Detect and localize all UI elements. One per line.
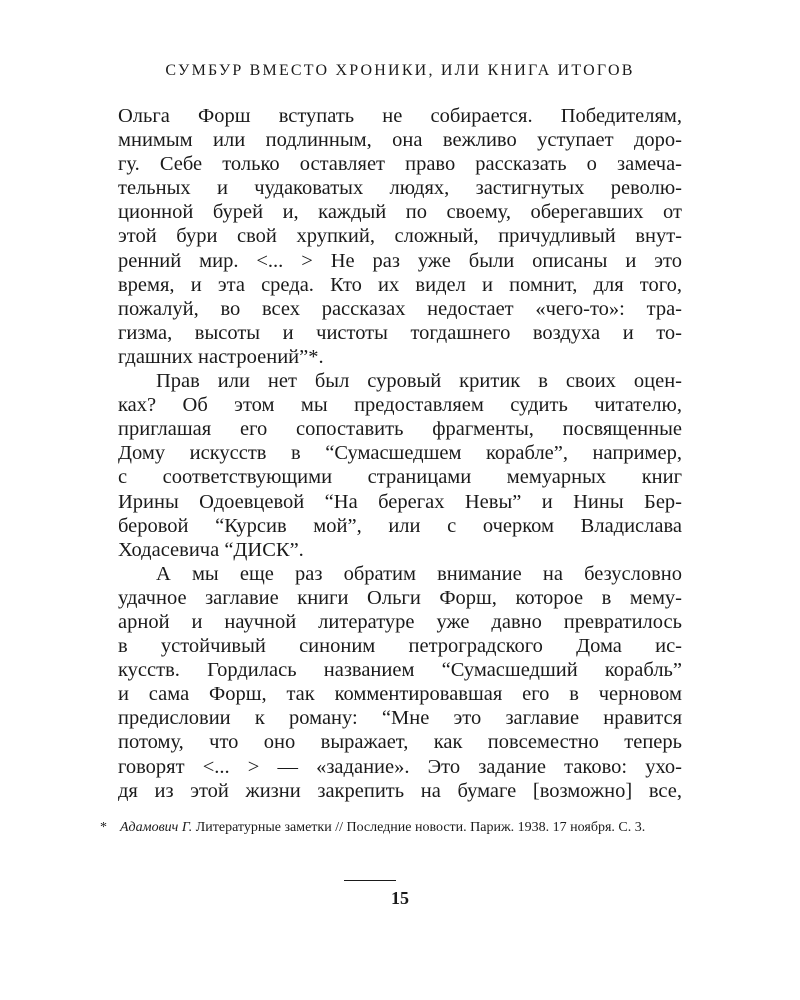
body-line: мнимым или подлинным, она вежливо уступает доро-: [118, 129, 682, 152]
body-line: приглашая его сопоставить фрагменты, посвященные: [118, 418, 682, 441]
footnote-citation: Литературные заметки // Последние новости. Париж. 1938. 17 ноября. С. 3.: [195, 820, 646, 835]
body-line: гдашних настроений”*.: [118, 345, 324, 368]
page-number-rule: [344, 880, 396, 881]
body-line: дя из этой жизни закрепить на бумаге [возможно] все,: [118, 779, 682, 802]
body-text: [118, 104, 682, 803]
body-line: потому, что оно выражает, как повсеместно теперь: [118, 731, 682, 754]
body-line: говорят <... > — «задание». Это задание таково: ухо-: [118, 755, 682, 778]
body-line: Ольга Форш вступать не собирается. Победителям,: [118, 105, 682, 127]
body-line: удачное заглавие книги Ольги Форш, которое в мему-: [118, 586, 682, 609]
body-line: гу. Себе только оставляет право рассказать о замеча-: [118, 153, 682, 176]
body-line: Дому искусств в “Сумасшедшем корабле”, например,: [118, 442, 682, 465]
body-line: кусств. Гордилась названием “Сумасшедший корабль”: [118, 659, 682, 682]
body-line: Прав или нет был суровый критик в своих оцен-: [156, 370, 682, 393]
page-number: 15: [391, 888, 409, 908]
footnote-author: Адамович Г.: [120, 820, 193, 835]
running-head: СУМБУР ВМЕСТО ХРОНИКИ, ИЛИ КНИГА ИТОГОВ: [165, 62, 635, 79]
body-line: ционной бурей и, каждый по своему, оберегавших от: [118, 201, 682, 224]
body-line: ках? Об этом мы предоставляем судить читателю,: [118, 394, 682, 417]
body-line: пожалуй, во всех рассказах недостает «чего-то»: тра-: [118, 297, 682, 320]
body-line: Ирины Одоевцевой “На берегах Невы” и Нины Бер-: [118, 490, 682, 513]
body-line: ренний мир. <... > Не раз уже были описаны и это: [118, 249, 682, 272]
footnote-text: [120, 818, 680, 838]
footnote-mark: *: [100, 820, 107, 835]
body-line: этой бури свой хрупкий, сложный, причудливый внут-: [118, 225, 682, 248]
body-line: и сама Форш, так комментировавшая его в черновом: [118, 683, 682, 706]
body-line: беровой “Курсив мой”, или с очерком Владислава: [118, 514, 682, 537]
body-line: время, и эта среда. Кто их видел и помнит, для того,: [118, 273, 682, 296]
body-line: в устойчивый синоним петроградского Дома ис-: [118, 635, 682, 658]
body-line: арной и научной литературе уже давно превратилось: [118, 610, 682, 633]
body-line: с соответствующими страницами мемуарных книг: [118, 466, 682, 489]
body-line: тельных и чудаковатых людях, застигнутых револю-: [118, 177, 682, 200]
footnote: [100, 818, 680, 838]
body-line: предисловии к роману: “Мне это заглавие нравится: [118, 707, 682, 730]
body-line: А мы еще раз обратим внимание на безусловно: [156, 562, 682, 585]
body-line: Ходасевича “ДИСК”.: [118, 538, 304, 561]
body-line: гизма, высоты и чистоты тогдашнего воздуха и то-: [118, 321, 682, 344]
